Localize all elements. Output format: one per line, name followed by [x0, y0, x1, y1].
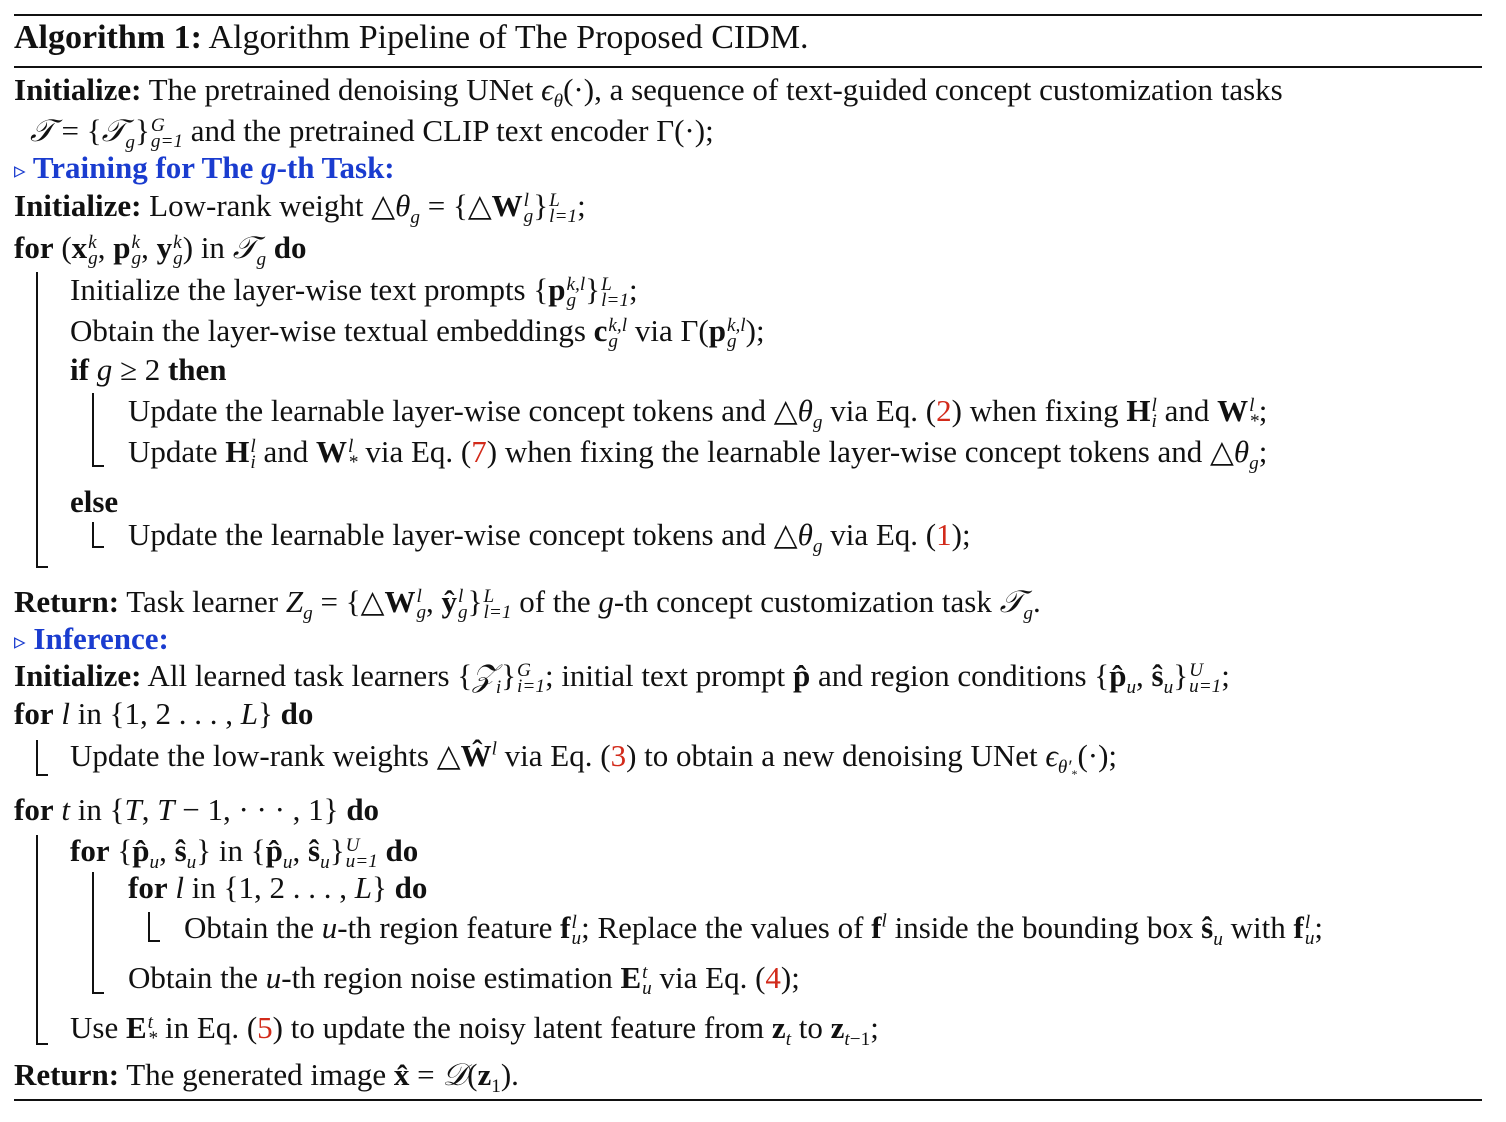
if-statement: if g ≥ 2 then [70, 352, 227, 387]
top-rule [14, 14, 1482, 16]
initialize-line-1-cont: 𝒯 = {𝒯$_g$} G g=1 and the pretrained CLIP text encoder Γ(·); [30, 113, 714, 154]
initialize-keyword: Initialize: [14, 72, 142, 107]
else-scope-bar [92, 522, 94, 548]
else-statement [70, 484, 118, 520]
inference-heading-text: Inference: [33, 621, 169, 656]
for-loop-training: for (x k g , p k g , y k g ) in 𝒯$_g$ do [14, 230, 307, 271]
update-concept-tokens-eq2: Update the learnable layer-wise concept tokens and $\triangle\theta_g$ via Eq. (2) when fixing H l i and W l * ; [128, 393, 1268, 434]
obtain-region-feature: Obtain the u-th region feature f l u ; Replace the values of $f^l$ inside the bounding box $ŝ_u$ with f l u ; [184, 910, 1324, 951]
for-loop-layers: for l in {1, 2 . . . , L} do [14, 696, 314, 731]
for-l2-scope-bar [148, 912, 150, 942]
init-layer-prompts: Initialize the layer-wise text prompts {p k,l g } L l=1 ; [70, 272, 638, 311]
for-u-scope-bar [92, 872, 94, 994]
if-scope-bar [92, 393, 94, 467]
for-loop-regions: for {$p̂_u$, $ŝ_u$} in {$p̂_u$, $ŝ_u$} U u=1 do [70, 833, 419, 874]
initialize-line-3: Initialize: All learned task learners {𝒵$_i$} G i=1 ; initial text prompt p̂ and region conditions {$p̂_u$, $ŝ_u$} U u=1 ; [14, 658, 1230, 699]
for-t-scope-bar [36, 835, 38, 1045]
else-keyword: else [70, 484, 119, 519]
for1-scope-bar [36, 272, 38, 568]
for-loop-layers-inner: for l in {1, 2 . . . , L} do [128, 870, 428, 905]
initialize-keyword-3: Initialize: [14, 658, 142, 693]
for-l2-scope-end [148, 940, 160, 942]
bottom-rule [14, 1099, 1482, 1101]
initialize-line-2: Initialize: Low-rank weight $\triangle\theta_g$ = {△W l g } L l=1 ; [14, 188, 586, 229]
algorithm-label: Algorithm 1: [14, 19, 202, 56]
use-e-update-latent: Use E t * in Eq. (5) to update the noisy latent feature from $z_t$ to $z_{t-1}$; [70, 1010, 879, 1051]
update-h-w-eq7: Update H l i and W l * via Eq. (7) when fixing the learnable layer-wise concept tokens and $\triangle\theta_g$; [128, 434, 1268, 475]
for-l-scope-bar [36, 740, 38, 776]
obtain-noise-estimation: Obtain the u-th region noise estimation E t u via Eq. (4); [128, 960, 800, 999]
obtain-embeddings: Obtain the layer-wise textual embeddings c k,l g via Γ(p k,l g ); [70, 313, 765, 352]
return-keyword: Return: [14, 584, 120, 619]
else-scope-end [92, 546, 104, 548]
return-task-learner: Return: Task learner $Z_g$ = {△W l g , ŷ l g } L l=1 of the g-th concept customization task 𝒯$_g$. [14, 584, 1041, 625]
training-heading: ▹ Training for The g-th Task: [14, 150, 395, 185]
for-l-scope-end [36, 774, 48, 776]
for1-scope-end [36, 566, 48, 568]
algorithm-title [14, 20, 809, 56]
title-rule [14, 66, 1482, 68]
initialize-line-1: Initialize: The pretrained denoising UNet $\epsilon_\theta(\cdot)$, a sequence of text-guided concept customization tasks [14, 72, 1283, 113]
initialize-keyword-2: Initialize: [14, 188, 142, 223]
return-generated-image: Return: The generated image x̂ = $𝒟(z_1)$. [14, 1057, 519, 1098]
for-t-scope-end [36, 1043, 48, 1045]
for-loop-timesteps: for t in {T, T − 1, · · · , 1} do [14, 792, 380, 827]
update-low-rank-weights: Update the low-rank weights $\triangle Ŵ^l$ via Eq. (3) to obtain a new denoising UNet $\epsilon_{\theta'_*}(\cdot)$; [70, 738, 1118, 782]
update-concept-tokens-eq1: Update the learnable layer-wise concept tokens and $\triangle\theta_g$ via Eq. (1); [128, 517, 971, 558]
for-u-scope-end [92, 992, 104, 994]
algorithm-title-text: Algorithm Pipeline of The Proposed CIDM. [208, 19, 809, 56]
if-scope-end [92, 465, 104, 467]
inference-heading: ▹ Inference: [14, 621, 169, 656]
return-keyword-2: Return: [14, 1057, 120, 1092]
